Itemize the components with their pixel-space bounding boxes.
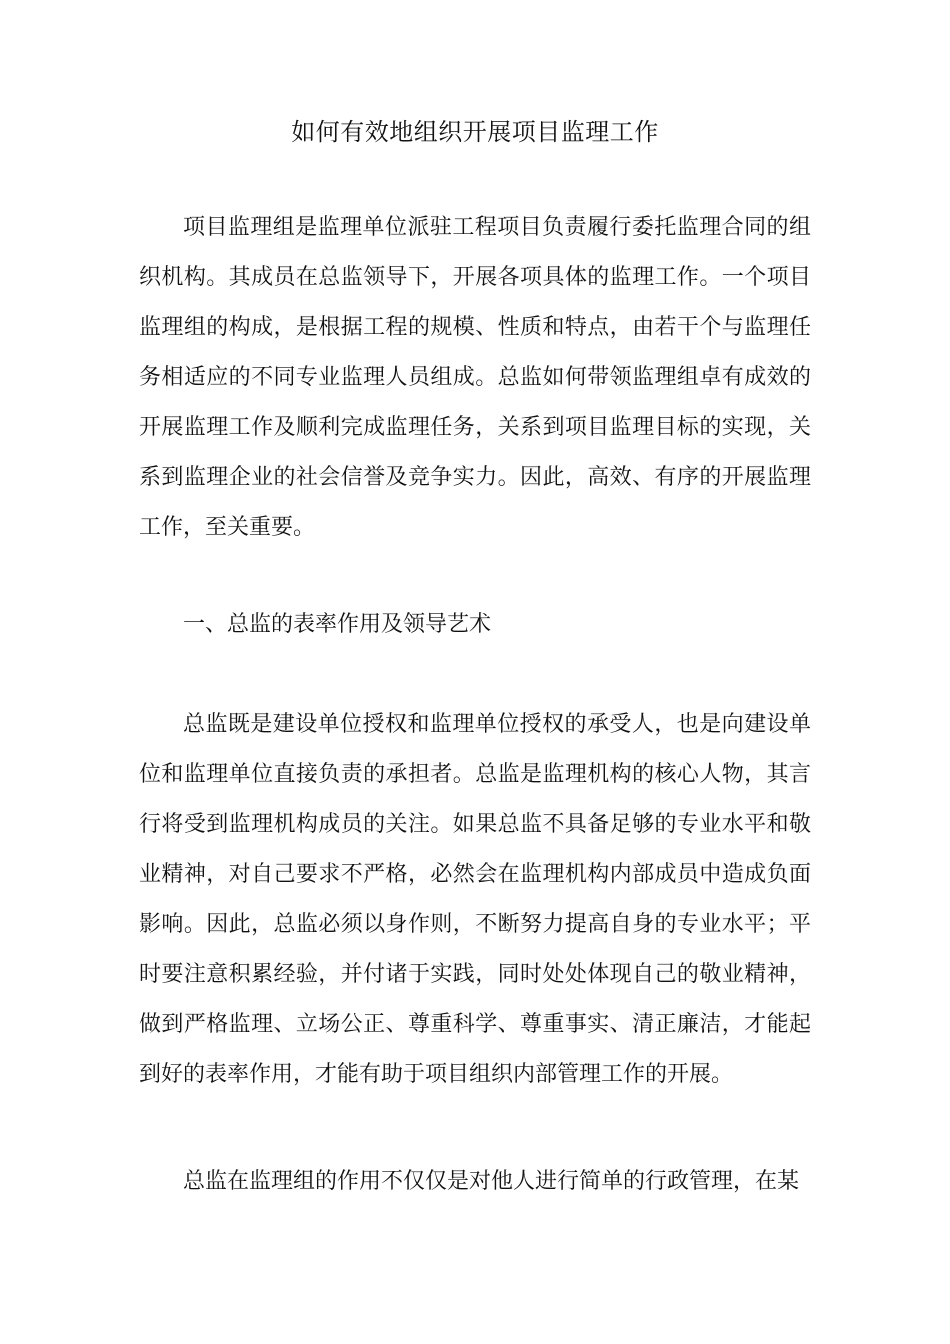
section-heading: 一、总监的表率作用及领导艺术: [183, 612, 492, 637]
document-title: 如何有效地组织开展项目监理工作: [291, 118, 659, 146]
intro-paragraph: 项目监理组是监理单位派驻工程项目负责履行委托监理合同的组织机构。其成员在总监领导下，开展各项具体的监理工作。一个项目监理组的构成，是根据工程的规模、性质和特点，由若干个与监理任务相适应的不同专业监理人员组成。总监如何带领监理组卓有成效的开展监理工作及顺利完成监理任务，关系到项目监理目标的实现，关系到监理企业的社会信誉及竞争实力。因此，高效、有序的开展监理工作，至关重要。: [139, 215, 811, 540]
body-paragraph-continued: 总监在监理组的作用不仅仅是对他人进行简单的行政管理，在某: [183, 1169, 800, 1194]
body-paragraph: 总监既是建设单位授权和监理单位授权的承受人，也是向建设单位和监理单位直接负责的承担者。总监是监理机构的核心人物，其言行将受到监理机构成员的关注。如果总监不具备足够的专业水平和敬业精神，对自己要求不严格，必然会在监理机构内部成员中造成负面影响。因此，总监必须以身作则，不断努力提高自身的专业水平；平时要注意积累经验，并付诸于实践，同时处处体现自己的敬业精神，做到严格监理、立场公正、尊重科学、尊重事实、清正廉洁，才能起到好的表率作用，才能有助于项目组织内部管理工作的开展。: [139, 712, 811, 1087]
